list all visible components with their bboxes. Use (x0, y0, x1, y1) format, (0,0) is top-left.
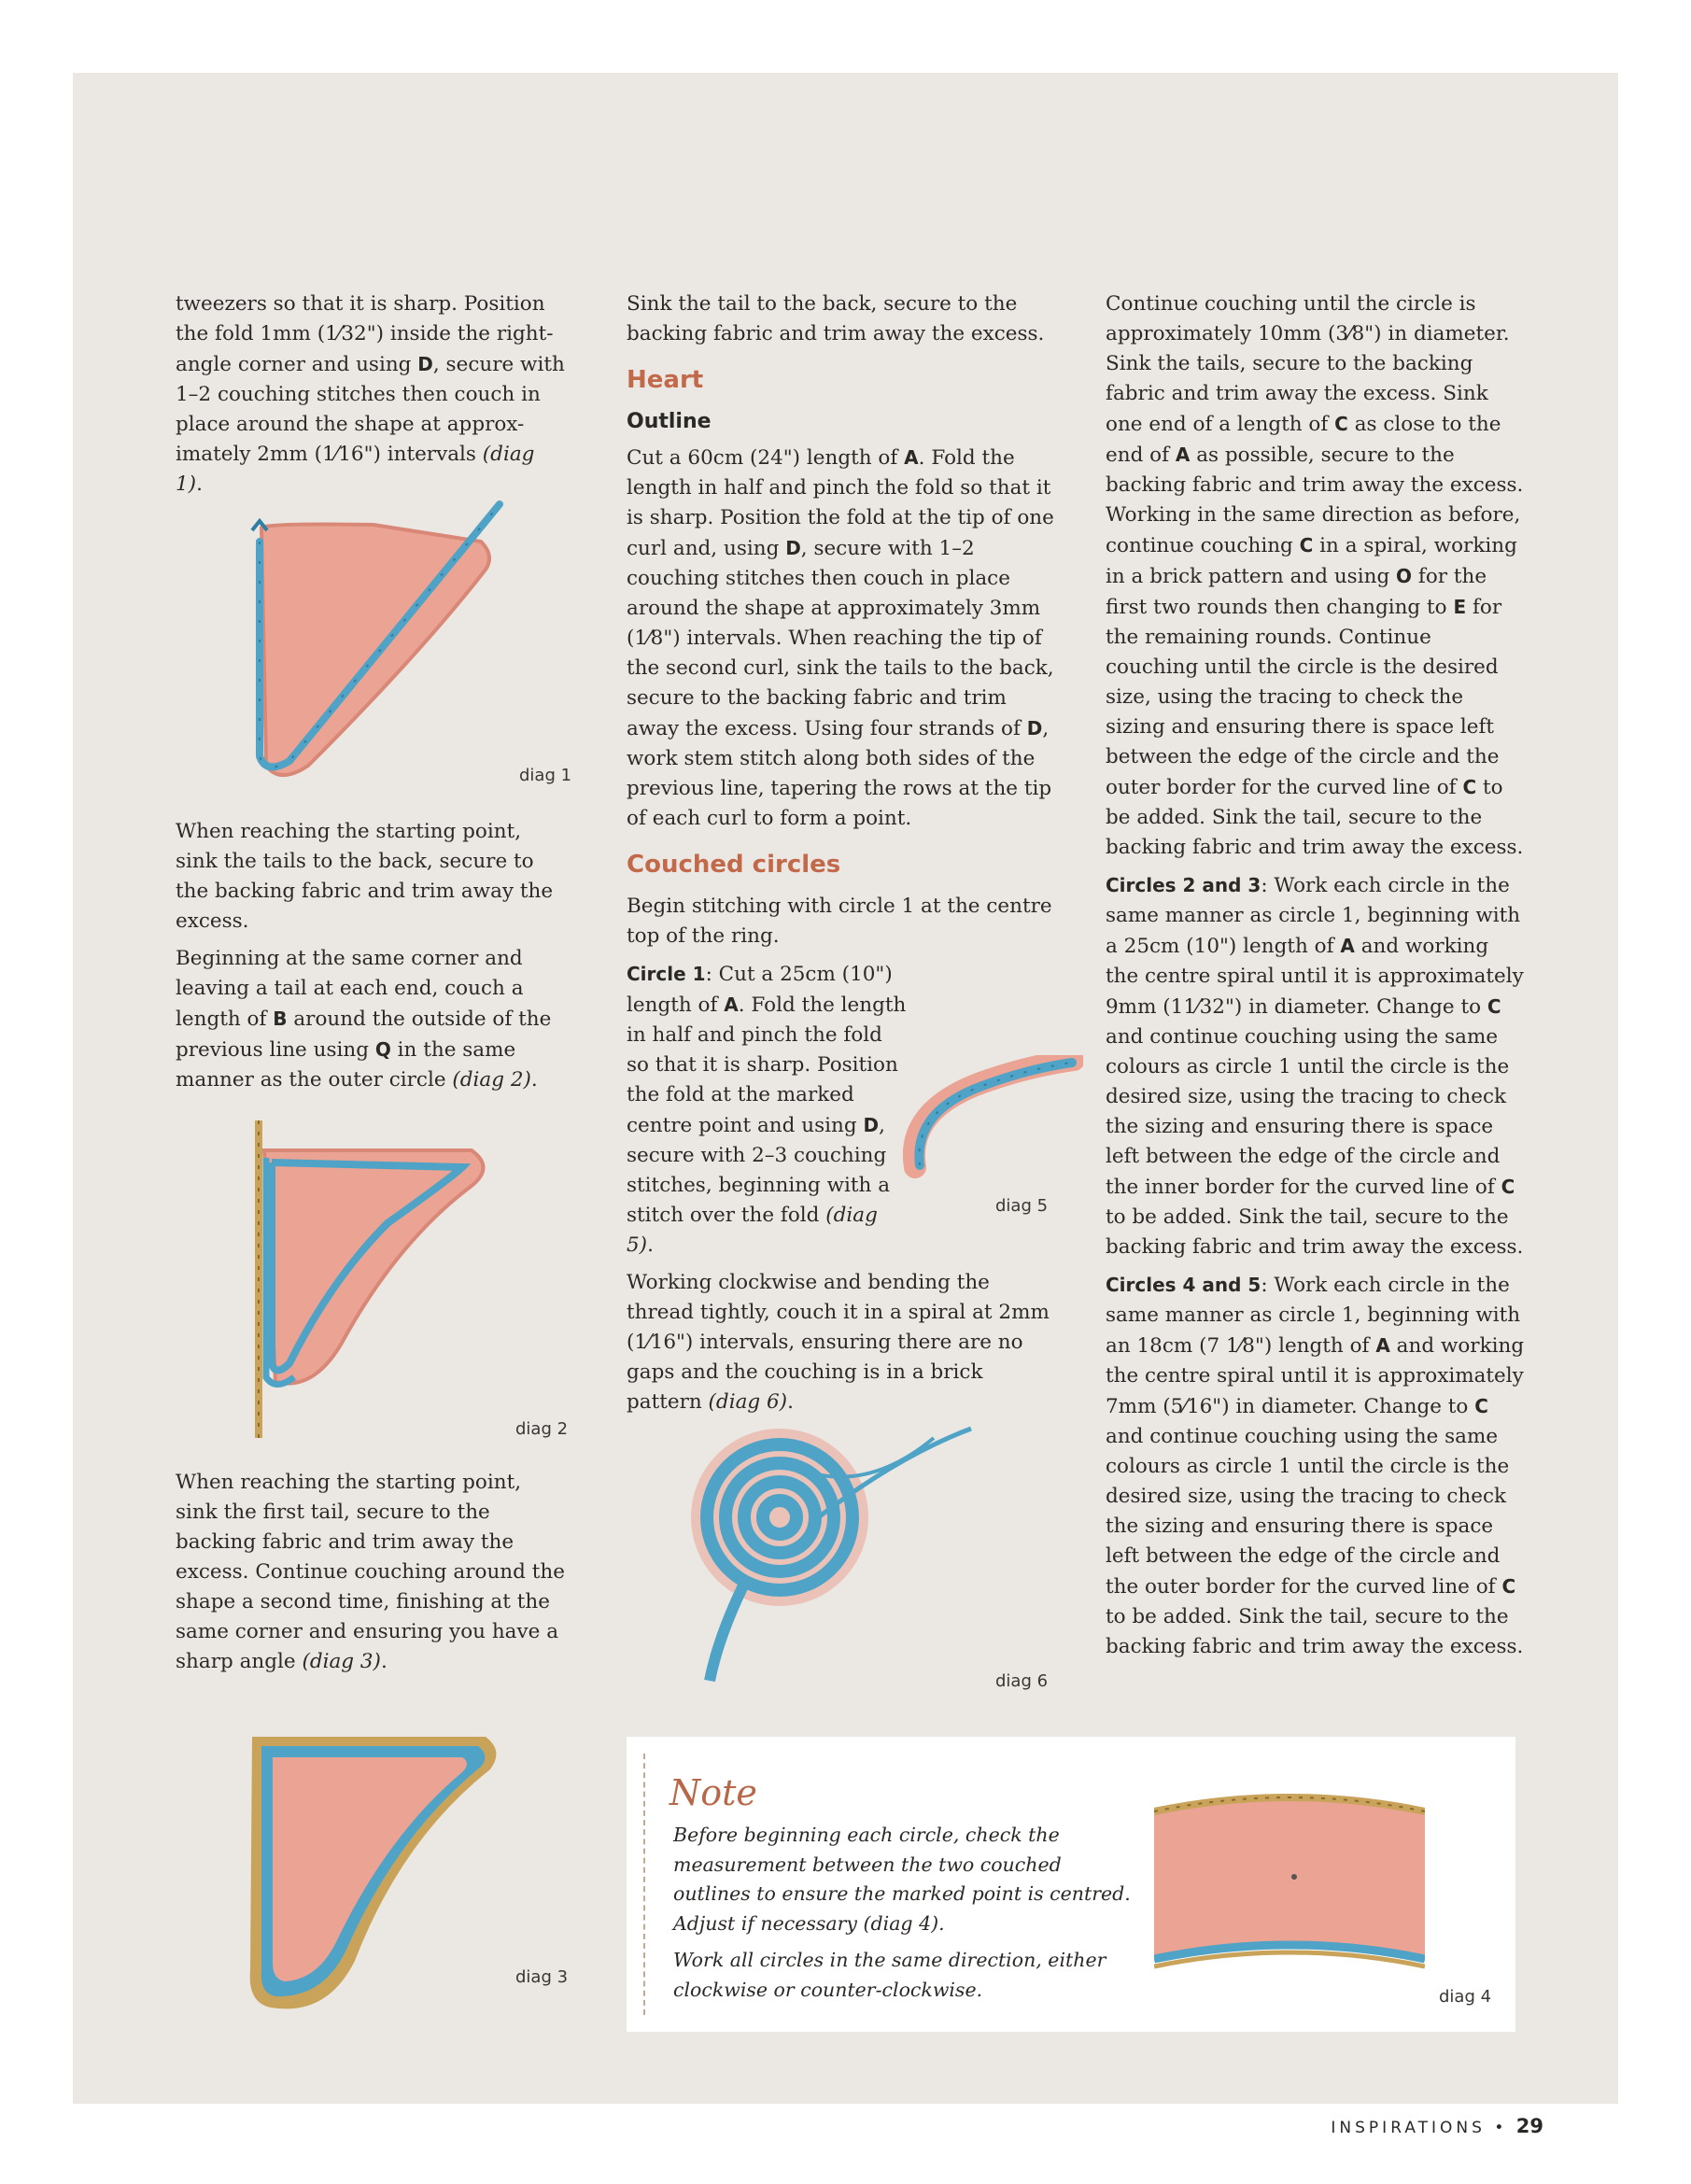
note-box (627, 1737, 1515, 2032)
col2-paragraph-2: Cut a 60cm (24") length of A. Fold the length in half and pinch the fold so that it is sharp. Position the fold at the tip of one curl and, using D, secure with 1–2 couching stitches then couch in place around the shape at approximately 3mm (1⁄8") intervals. When reaching the tip of the second curl, sink the tails to the back, secure to the backing fabric and trim away the excess. Using four strands of D, work stem stitch along both sides of the previous line, tapering the rows at the tip of each curl to form a point. (627, 446, 1054, 830)
column-3 (1106, 289, 1526, 1670)
col3-paragraph-1: Continue couching until the circle is approximately 10mm (3⁄8") in diameter. Sink the tails, secure to the backing fabric and trim away the excess. Sink one end of a length of C as close to the end of A as possible, secure to the backing fabric and trim away the excess. Working in the same direction as before, continue couching C in a spiral, working in a brick pattern and using O for the first two rounds then changing to E for the remaining rounds. Continue couching until the circle is the desired size, using the tracing to check the sizing and ensuring there is space left between the edge of the circle and the outer border for the curved line of C to be added. Sink the tail, secure to the backing fabric and trim away the excess. (1106, 292, 1524, 859)
column-2 (627, 289, 1056, 1425)
note-text (673, 1821, 1140, 2012)
note-dashed-rule (643, 1754, 645, 2015)
page-number: 29 (1515, 2115, 1543, 2137)
col1-paragraph-1: tweezers so that it is sharp. Position the fold 1mm (1⁄32") inside the right-angle corner and using D, secure with 1–2 couching stitches then couch in place around the shape at approx-imately 2mm (1⁄16") intervals (diag 1). (176, 292, 565, 496)
column-1-part-3 (176, 1468, 568, 1684)
footer-separator: • (1494, 2119, 1508, 2137)
col3-paragraph-2: Circles 2 and 3: Work each circle in the same manner as circle 1, beginning with a 25cm (10") length of A and working the centre spiral until it is approximately 9mm (11⁄32") in diameter. Change to C and continue couching using the same colours as circle 1 until the circle is the desired size, using the tracing to check the sizing and ensuring there is space left between the edge of the circle and the inner border for the curved line of C to be added. Sink the tail, secure to the backing fabric and trim away the excess. (1106, 874, 1524, 1259)
diagram-3 (233, 1718, 504, 2026)
note-title: Note (669, 1772, 757, 1813)
col2-paragraph-5: Working clockwise and bending the thread tightly, couch it in a spiral at 2mm (1⁄16") intervals, ensuring there are no gaps and the couching is in a brick pattern (diag 6). (627, 1271, 1050, 1414)
diag-5-label: diag 5 (995, 1196, 1049, 1216)
col2-paragraph-1: Sink the tail to the back, secure to the backing fabric and trim away the excess. (627, 292, 1045, 345)
diagram-6 (691, 1419, 990, 1699)
diagram-2 (238, 1111, 509, 1447)
magazine-name: INSPIRATIONS (1331, 2119, 1486, 2137)
col1-paragraph-4: When reaching the starting point, sink the first tail, secure to the backing fabric and trim away the excess. Continue couching around the shape a second time, finishing at the same corner and ensuring you have a sharp angle (diag 3). (176, 1471, 565, 1673)
diag-6-label: diag 6 (995, 1671, 1049, 1691)
diagram-5 (896, 1055, 1083, 1195)
diag-1-label: diag 1 (519, 766, 572, 785)
note-paragraph-1: Before beginning each circle, check the measurement between the two couched outlines to ensure the marked point is centred. Adjust if necessary (diag 4). (673, 1824, 1131, 1935)
col2-paragraph-3: Begin stitching with circle 1 at the centre top of the ring. (627, 895, 1052, 948)
outline-heading: Outline (627, 410, 712, 433)
note-paragraph-2: Work all circles in the same direction, either clockwise or counter-clockwise. (673, 1949, 1106, 2001)
col3-paragraph-3: Circles 4 and 5: Work each circle in the same manner as circle 1, beginning with an 18cm (7 1⁄8") length of A and working the centre spiral until it is approximately 7mm (5⁄16") in diameter. Change to C and continue couching using the same colours as circle 1 until the circle is the desired size, using the tracing to check the sizing and ensuring there is space left between the edge of the circle and the outer border for the curved line of C to be added. Sink the tail, secure to the backing fabric and trim away the excess. (1106, 1274, 1525, 1658)
diag-3-label: diag 3 (515, 1967, 569, 1987)
diagram-1 (233, 486, 514, 794)
page-footer (1331, 2115, 1543, 2137)
col2-paragraph-4: Circle 1: Cut a 25cm (10") length of A. Fold the length in half and pinch the fold so that it is sharp. Position the fold at the marked centre point and using D, secure with 2–3 couching stitches, beginning with a stitch over the fold (diag 5). (627, 963, 907, 1257)
couched-circles-heading: Couched circles (627, 851, 841, 879)
col1-paragraph-2: When reaching the starting point, sink the tails to the back, secure to the backing fabric and trim away the excess. (176, 820, 554, 933)
heart-heading: Heart (627, 366, 704, 394)
diag-4-label: diag 4 (1439, 1987, 1492, 2007)
column-1 (176, 289, 568, 507)
diag-2-label: diag 2 (515, 1419, 569, 1439)
col1-paragraph-3: Beginning at the same corner and leaving a tail at each end, couch a length of B around the outside of the previous line using Q in the same manner as the outer circle (diag 2). (176, 947, 552, 1092)
diagram-4 (1154, 1783, 1425, 1980)
column-1-part-2 (176, 817, 568, 1103)
